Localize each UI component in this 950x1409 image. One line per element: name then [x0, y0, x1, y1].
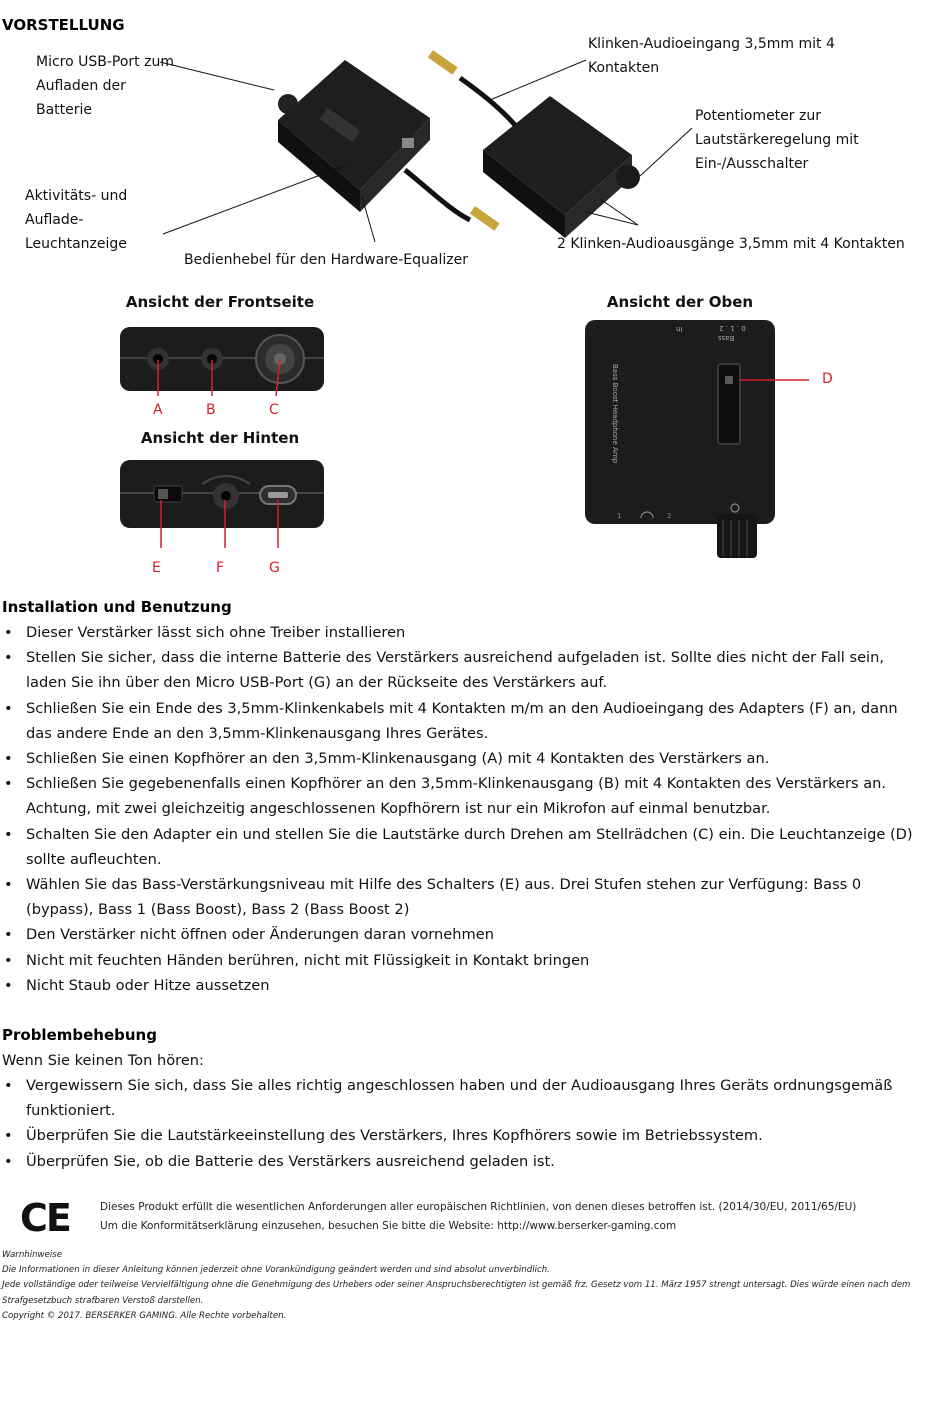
letter-a: A: [153, 402, 163, 418]
trouble-intro: Wenn Sie keinen Ton hören:: [2, 1052, 204, 1069]
top-product-label: Bass Boost Headphone Amp: [611, 364, 619, 464]
top-bass-label: Bass: [718, 334, 735, 342]
list-item: • Schließen Sie einen Kopfhörer an den 3,5mm-Klinkenausgang (A) mit 4 Kontakten des Verstärkers an.: [0, 746, 926, 771]
trouble-heading: Problembehebung: [2, 1026, 157, 1044]
list-item: • Schalten Sie den Adapter ein und stellen Sie die Lautstärke durch Drehen am Stellrädchen (C) ein. Die Leuchtanzeige (D) sollte aufleuchten.: [0, 822, 926, 872]
front-view-title: Ansicht der Frontseite: [125, 293, 315, 311]
letter-g: G: [269, 560, 280, 576]
label-audio-outputs: 2 Klinken-Audioausgänge 3,5mm mit 4 Kontakten: [557, 236, 905, 252]
label-equalizer: Bedienhebel für den Hardware-Equalizer: [184, 252, 468, 268]
cable-right: [428, 50, 515, 125]
list-item: • Nicht mit feuchten Händen berühren, nicht mit Flüssigkeit in Kontakt bringen: [0, 948, 926, 973]
top-view-title: Ansicht der Oben: [606, 293, 754, 311]
warnings: Warnhinweise Die Informationen in dieser Anleitung können jederzeit ohne Vorankündigung geändert werden und sind absolut unverbindlich. Jede vollständige oder teilweise Vervielfältigung ohne die Genehmigung des Urhebers oder seiner Anspruchsberechtigten ist gemäß frz. Gesetz vom 11. März 1957 strengt untersagt. Dies würde einen nach dem Strafgesetzbuch strafbaren Verstoß darstellen. Copyright © 2017. BERSERKER GAMING. Alle Rechte vorbehalten.: [2, 1248, 942, 1324]
list-item: • Überprüfen Sie die Lautstärkeeinstellung des Verstärkers, Ihres Kopfhörers sowie im Betriebssystem.: [0, 1123, 926, 1148]
cable-left: [405, 170, 500, 231]
top-out1-label: 1: [617, 512, 622, 520]
letter-f: F: [216, 560, 225, 576]
amp-device-left: [278, 60, 430, 212]
intro-heading: VORSTELLUNG: [2, 16, 125, 34]
install-heading: Installation und Benutzung: [2, 598, 232, 616]
list-item: • Schließen Sie gegebenenfalls einen Kopfhörer an den 3,5mm-Klinkenausgang (B) mit 4 Kontakten des Verstärkers an. Achtung, mit zwei gleichzeitig angeschlossenen Kopfhörern ist nur ein Mikrofon auf einmal benutzbar.: [0, 771, 926, 821]
list-item: • Nicht Staub oder Hitze aussetzen: [0, 973, 926, 998]
list-item: • Den Verstärker nicht öffnen oder Änderungen daran vornehmen: [0, 922, 926, 947]
warnings-title: Warnhinweise: [2, 1250, 63, 1260]
back-view-title: Ansicht der Hinten: [140, 429, 300, 447]
list-item: • Dieser Verstärker lässt sich ohne Treiber installieren: [0, 620, 926, 645]
label-led-indicator: Aktivitäts- und Auflade- Leuchtanzeige: [25, 188, 128, 252]
list-item: • Wählen Sie das Bass-Verstärkungsniveau mit Hilfe des Schalters (E) aus. Drei Stufen stehen zur Verfügung: Bass 0 (bypass), Bass 1 (Bass Boost), Bass 2 (Bass Boost 2): [0, 872, 926, 922]
list-item: • Vergewissern Sie sich, dass Sie alles richtig angeschlossen haben und der Audioausgang Ihres Geräts ordnungsgemäß funktioniert.: [0, 1073, 926, 1123]
install-list: [0, 620, 926, 998]
label-potentiometer: Potentiometer zur Lautstärkeregelung mit Ein-/Ausschalter: [695, 108, 859, 172]
letter-e: E: [152, 560, 161, 576]
ce-mark-icon: CE: [20, 1196, 70, 1240]
top-out2-label: 2: [667, 512, 672, 520]
ce-text: Dieses Produkt erfüllt die wesentlichen Anforderungen aller europäischen Richtlinien, von denen dieses betroffen ist. (2014/30/EU, 2011/65/EU) Um die Konformitätserklärung einzusehen, besuchen Sie bitte die Website: http://www.berserker-gaming.com: [100, 1201, 857, 1232]
label-audio-input: Klinken-Audioeingang 3,5mm mit 4 Kontakten: [588, 36, 835, 76]
letter-d: D: [822, 371, 833, 387]
letter-c: C: [269, 402, 279, 418]
letter-b: B: [206, 402, 216, 418]
back-callout-lines: [120, 496, 330, 556]
trouble-list: [0, 1073, 926, 1174]
list-item: • Schließen Sie ein Ende des 3,5mm-Klinkenkabels mit 4 Kontakten m/m an den Audioeingang des Adapters (F) an, dann das andere Ende an den 3,5mm-Klinkenausgang Ihres Gerätes.: [0, 696, 926, 746]
list-item: • Stellen Sie sicher, dass die interne Batterie des Verstärkers ausreichend aufgeladen ist. Sollte dies nicht der Fall sein, laden Sie ihn über den Micro USB-Port (G) an der Rückseite des Verstärkers auf.: [0, 645, 926, 695]
front-callout-lines: [120, 340, 330, 400]
top-bass-steps: 0 . 1 . 2: [719, 324, 746, 332]
top-in-label: In: [676, 325, 683, 333]
list-item: • Überprüfen Sie, ob die Batterie des Verstärkers ausreichend geladen ist.: [0, 1149, 926, 1174]
label-usb-port: Micro USB-Port zum Aufladen der Batterie: [36, 54, 174, 118]
